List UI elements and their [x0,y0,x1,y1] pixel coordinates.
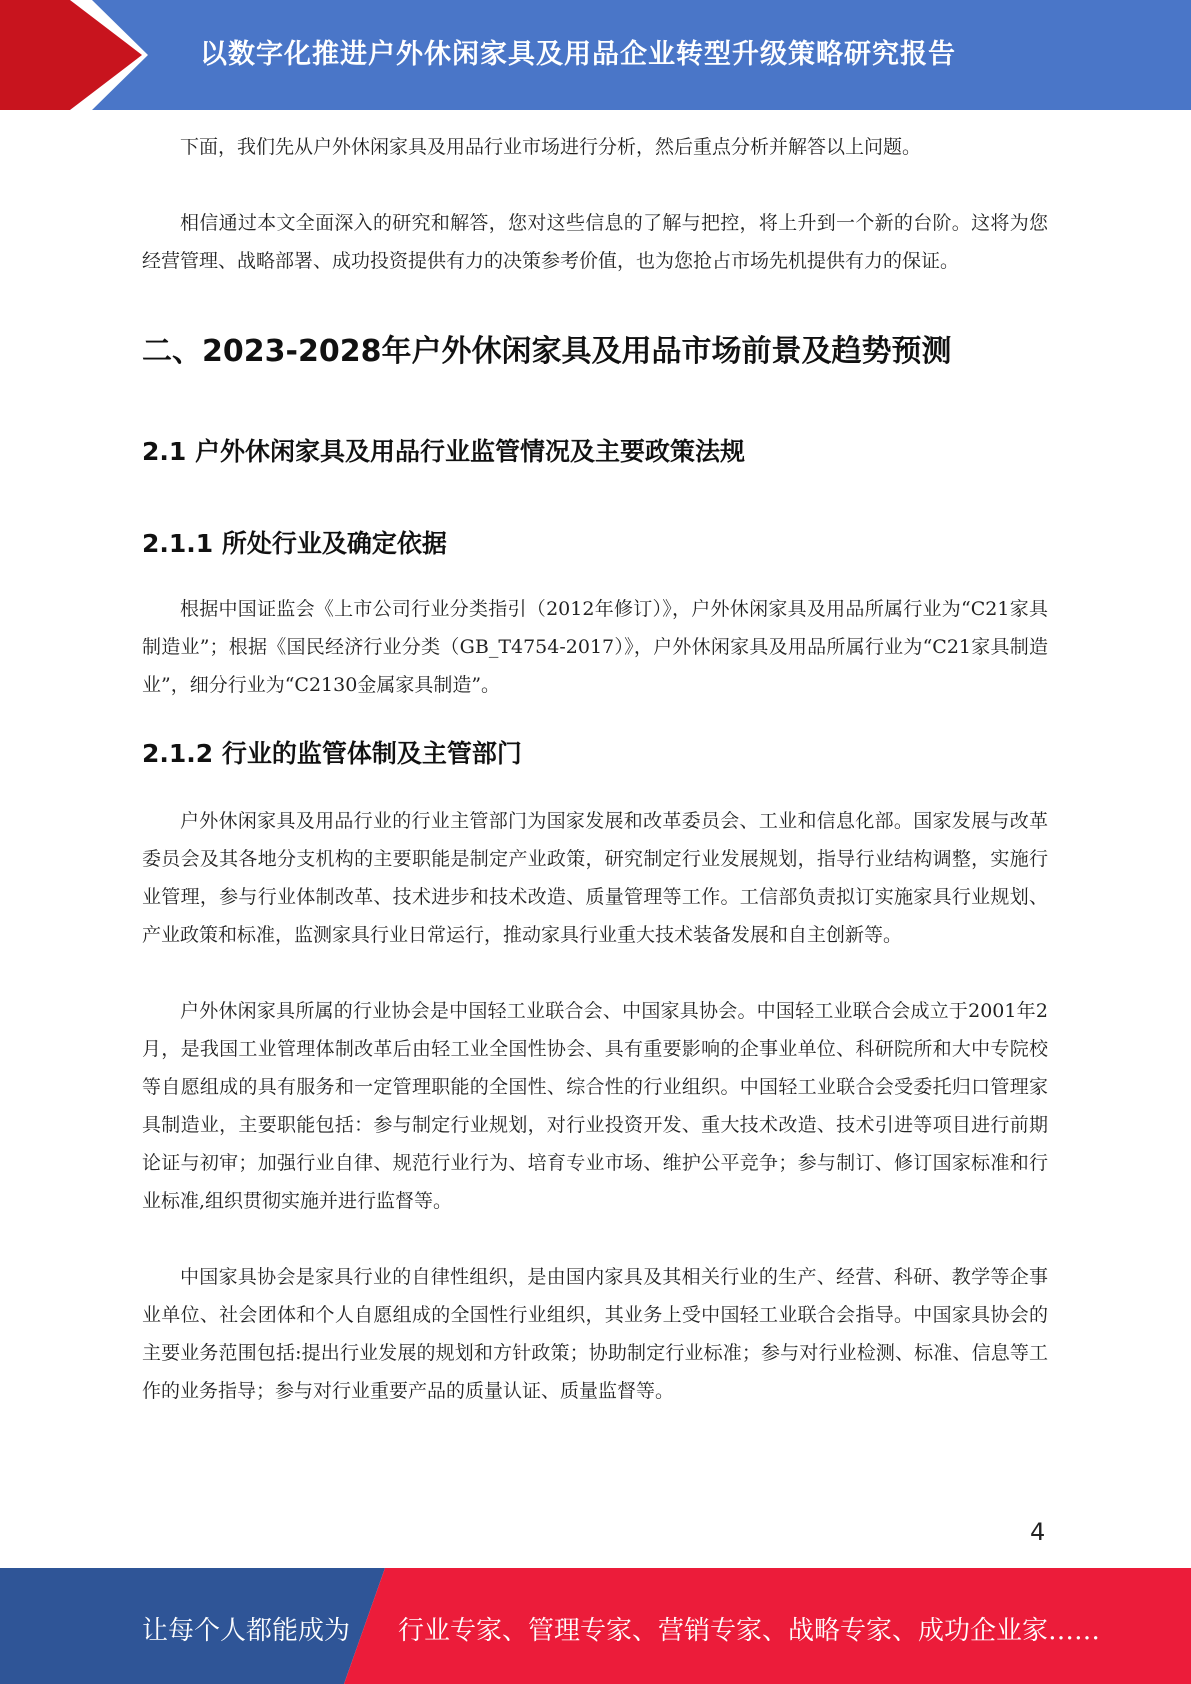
footer-slogan-left: 让每个人都能成为 [142,1616,351,1646]
regulation-paragraph-2: 户外休闲家具所属的行业协会是中国轻工业联合会、中国家具协会。中国轻工业联合会成立于2001年2月，是我国工业管理体制改革后由轻工业全国性协会、具有重要影响的企事业单位、科研院所和大中专院校等自愿组成的具有服务和一定管理职能的全国性、综合性的行业组织。中国轻工业联合会受委托归口管理家具制造业，主要职能包括：参与制定行业规划，对行业投资开发、重大技术改造、技术引进等项目进行前期论证与初审；加强行业自律、规范行业行为、培育专业市场、维护公平竞争；参与制订、修订国家标准和行业标准,组织贯彻实施并进行监督等。 [142,1000,1048,1212]
footer-slogan-right: 行业专家、管理专家、营销专家、战略专家、成功企业家…… [398,1616,1101,1646]
report-title: 以数字化推进户外休闲家具及用品企业转型升级策略研究报告 [200,39,956,70]
intro-paragraph-2: 相信通过本文全面深入的研究和解答，您对这些信息的了解与把控，将上升到一个新的台阶。这将为您经营管理、战略部署、成功投资提供有力的决策参考价值，也为您抢占市场先机提供有力的保证。 [142,212,1048,272]
subsubsection-heading-1: 2.1.1 所处行业及确定依据 [142,529,447,558]
regulation-paragraph-3: 中国家具协会是家具行业的自律性组织，是由国内家具及其相关行业的生产、经营、科研、教学等企事业单位、社会团体和个人自愿组成的全国性行业组织，其业务上受中国轻工业联合会指导。中国家具协会的主要业务范围包括:提出行业发展的规划和方针政策；协助制定行业标准；参与对行业检测、标准、信息等工作的业务指导；参与对行业重要产品的质量认证、质量监督等。 [142,1266,1048,1402]
subsection-heading: 2.1 户外休闲家具及用品行业监管情况及主要政策法规 [142,437,745,466]
header-banner [0,0,1191,110]
intro-paragraph-1: 下面，我们先从户外休闲家具及用品行业市场进行分析，然后重点分析并解答以上问题。 [180,136,922,158]
document-body [142,128,1048,1410]
section-heading: 二、2023-2028年户外休闲家具及用品市场前景及趋势预测 [142,334,952,369]
page-number: 4 [1030,1518,1046,1546]
footer-banner [0,1568,1191,1684]
subsubsection-heading-2: 2.1.2 行业的监管体制及主管部门 [142,739,522,768]
industry-classification-paragraph: 根据中国证监会《上市公司行业分类指引（2012年修订）》，户外休闲家具及用品所属行业为“C21家具制造业”；根据《国民经济行业分类（GB_T4754-2017）》，户外休闲家具及用品所属行业为“C21家具制造业”，细分行业为“C2130金属家具制造”。 [142,598,1048,696]
regulation-paragraph-1: 户外休闲家具及用品行业的行业主管部门为国家发展和改革委员会、工业和信息化部。国家发展与改革委员会及其各地分支机构的主要职能是制定产业政策，研究制定行业发展规划，指导行业结构调整，实施行业管理，参与行业体制改革、技术进步和技术改造、质量管理等工作。工信部负责拟订实施家具行业规划、产业政策和标准，监测家具行业日常运行，推动家具行业重大技术装备发展和自主创新等。 [142,810,1048,946]
